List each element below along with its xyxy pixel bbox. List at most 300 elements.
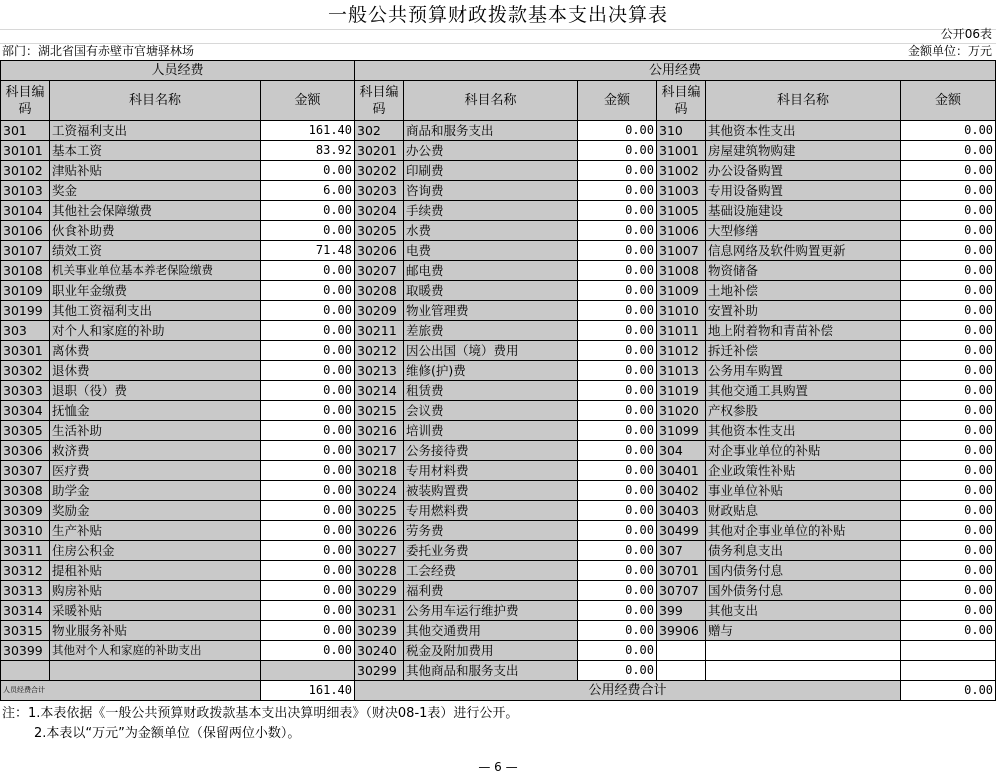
page-number: — 6 — (478, 760, 518, 774)
cell-code: 30303 (1, 381, 50, 401)
cell-code: 30499 (657, 521, 706, 541)
cell-amount: 0.00 (578, 561, 657, 581)
cell-name: 国外债务付息 (706, 581, 901, 601)
cell-name: 离休费 (50, 341, 261, 361)
cell-amount: 0.00 (261, 161, 355, 181)
table-row (1, 481, 996, 501)
table-row (1, 121, 996, 141)
col-header-name: 科目名称 (50, 81, 261, 121)
cell-code: 30101 (1, 141, 50, 161)
cell-code: 30108 (1, 261, 50, 281)
cell-name: 会议费 (404, 401, 578, 421)
cell-name: 伙食补助费 (50, 221, 261, 241)
section-public-header: 公用经费 (355, 61, 996, 81)
cell-code: 30202 (355, 161, 404, 181)
cell-name: 购房补贴 (50, 581, 261, 601)
cell-code: 30228 (355, 561, 404, 581)
cell-amount: 0.00 (578, 141, 657, 161)
cell-name (50, 661, 261, 681)
cell-amount: 0.00 (261, 421, 355, 441)
cell-code (1, 661, 50, 681)
cell-code: 30207 (355, 261, 404, 281)
cell-name: 公务用车购置 (706, 361, 901, 381)
cell-code: 30308 (1, 481, 50, 501)
cell-amount: 0.00 (261, 361, 355, 381)
cell-code (657, 661, 706, 681)
cell-name: 退休费 (50, 361, 261, 381)
form-number: 公开06表 (940, 27, 992, 41)
cell-name: 赠与 (706, 621, 901, 641)
table-row (1, 561, 996, 581)
cell-amount: 83.92 (261, 141, 355, 161)
notes (2, 704, 518, 744)
cell-name: 拆迁补偿 (706, 341, 901, 361)
cell-name: 基本工资 (50, 141, 261, 161)
cell-amount: 0.00 (261, 341, 355, 361)
expenditure-table (0, 60, 996, 701)
cell-code: 301 (1, 121, 50, 141)
cell-amount: 0.00 (578, 441, 657, 461)
cell-name: 邮电费 (404, 261, 578, 281)
cell-name (706, 661, 901, 681)
cell-name: 其他交通费用 (404, 621, 578, 641)
cell-code: 30309 (1, 501, 50, 521)
cell-amount: 0.00 (261, 441, 355, 461)
total-public-label: 公用经费合计 (355, 681, 901, 701)
cell-name: 物业管理费 (404, 301, 578, 321)
cell-code: 30301 (1, 341, 50, 361)
cell-name: 电费 (404, 241, 578, 261)
cell-code: 30402 (657, 481, 706, 501)
cell-code: 30315 (1, 621, 50, 641)
cell-code: 30203 (355, 181, 404, 201)
cell-code: 30216 (355, 421, 404, 441)
cell-amount: 0.00 (578, 341, 657, 361)
cell-amount: 0.00 (901, 461, 996, 481)
cell-name: 绩效工资 (50, 241, 261, 261)
cell-amount: 0.00 (578, 201, 657, 221)
cell-code: 30224 (355, 481, 404, 501)
cell-amount: 0.00 (578, 541, 657, 561)
cell-name: 土地补偿 (706, 281, 901, 301)
cell-amount: 0.00 (578, 261, 657, 281)
cell-amount: 0.00 (578, 361, 657, 381)
cell-code: 31005 (657, 201, 706, 221)
cell-code: 31002 (657, 161, 706, 181)
cell-name: 办公设备购置 (706, 161, 901, 181)
cell-code: 30299 (355, 661, 404, 681)
cell-name: 公务用车运行维护费 (404, 601, 578, 621)
cell-name: 其他商品和服务支出 (404, 661, 578, 681)
cell-name: 生活补助 (50, 421, 261, 441)
col-header-name: 科目名称 (404, 81, 578, 121)
cell-name: 医疗费 (50, 461, 261, 481)
cell-amount: 0.00 (901, 321, 996, 341)
cell-name: 专用材料费 (404, 461, 578, 481)
cell-code: 30103 (1, 181, 50, 201)
table-row (1, 241, 996, 261)
cell-name: 信息网络及软件购置更新 (706, 241, 901, 261)
table-row (1, 381, 996, 401)
cell-code: 30104 (1, 201, 50, 221)
cell-code: 30304 (1, 401, 50, 421)
cell-name: 基础设施建设 (706, 201, 901, 221)
table-row (1, 621, 996, 641)
cell-code: 302 (355, 121, 404, 141)
cell-code: 31012 (657, 341, 706, 361)
cell-amount: 0.00 (901, 621, 996, 641)
table-row (1, 181, 996, 201)
cell-amount: 0.00 (901, 221, 996, 241)
cell-amount: 0.00 (578, 161, 657, 181)
cell-amount: 0.00 (901, 201, 996, 221)
cell-name: 职业年金缴费 (50, 281, 261, 301)
cell-code: 30205 (355, 221, 404, 241)
cell-name: 工会经费 (404, 561, 578, 581)
cell-code: 30208 (355, 281, 404, 301)
cell-name: 退职（役）费 (50, 381, 261, 401)
cell-name: 房屋建筑物购建 (706, 141, 901, 161)
cell-code: 31008 (657, 261, 706, 281)
cell-code: 30227 (355, 541, 404, 561)
table-row (1, 661, 996, 681)
cell-name: 国内债务付息 (706, 561, 901, 581)
cell-name: 专用燃料费 (404, 501, 578, 521)
cell-name: 因公出国（境）费用 (404, 341, 578, 361)
cell-code: 30240 (355, 641, 404, 661)
cell-name: 其他资本性支出 (706, 421, 901, 441)
section-personnel-header: 人员经费 (1, 61, 355, 81)
cell-amount: 0.00 (901, 121, 996, 141)
total-public-amount: 0.00 (901, 681, 996, 701)
table-row (1, 501, 996, 521)
cell-code: 30107 (1, 241, 50, 261)
cell-code: 30311 (1, 541, 50, 561)
cell-amount: 0.00 (578, 281, 657, 301)
cell-amount: 0.00 (261, 201, 355, 221)
cell-name: 其他对个人和家庭的补助支出 (50, 641, 261, 661)
cell-amount: 0.00 (578, 621, 657, 641)
cell-name: 事业单位补贴 (706, 481, 901, 501)
cell-name: 委托业务费 (404, 541, 578, 561)
cell-name: 对个人和家庭的补助 (50, 321, 261, 341)
cell-name: 债务利息支出 (706, 541, 901, 561)
cell-amount: 0.00 (901, 421, 996, 441)
cell-name: 其他对企事业单位的补贴 (706, 521, 901, 541)
cell-code: 310 (657, 121, 706, 141)
amount-unit-label: 金额单位：万元 (907, 44, 992, 58)
cell-amount: 0.00 (261, 401, 355, 421)
cell-name: 物资储备 (706, 261, 901, 281)
table-row (1, 261, 996, 281)
cell-name: 物业服务补贴 (50, 621, 261, 641)
cell-code: 303 (1, 321, 50, 341)
cell-name: 租赁费 (404, 381, 578, 401)
cell-amount (901, 641, 996, 661)
cell-amount: 0.00 (578, 321, 657, 341)
cell-name: 印刷费 (404, 161, 578, 181)
cell-amount: 0.00 (578, 121, 657, 141)
cell-code: 30225 (355, 501, 404, 521)
cell-code: 30211 (355, 321, 404, 341)
cell-code: 30701 (657, 561, 706, 581)
cell-amount: 0.00 (901, 401, 996, 421)
cell-name: 商品和服务支出 (404, 121, 578, 141)
table-row (1, 301, 996, 321)
cell-name: 其他支出 (706, 601, 901, 621)
cell-amount (261, 661, 355, 681)
totals-row (1, 681, 996, 701)
cell-name: 津贴补贴 (50, 161, 261, 181)
cell-amount: 0.00 (578, 581, 657, 601)
cell-name: 差旅费 (404, 321, 578, 341)
cell-name: 培训费 (404, 421, 578, 441)
table-row (1, 421, 996, 441)
cell-code: 31006 (657, 221, 706, 241)
cell-code: 31003 (657, 181, 706, 201)
cell-code: 30214 (355, 381, 404, 401)
cell-name: 取暖费 (404, 281, 578, 301)
cell-code: 30239 (355, 621, 404, 641)
col-header-code: 科目编码 (1, 81, 50, 121)
cell-code: 30209 (355, 301, 404, 321)
cell-amount: 0.00 (261, 601, 355, 621)
cell-amount: 0.00 (901, 441, 996, 461)
cell-amount: 0.00 (578, 481, 657, 501)
cell-code: 31001 (657, 141, 706, 161)
cell-amount: 0.00 (261, 641, 355, 661)
cell-code: 30313 (1, 581, 50, 601)
cell-name: 企业政策性补贴 (706, 461, 901, 481)
cell-name: 安置补助 (706, 301, 901, 321)
cell-code: 30217 (355, 441, 404, 461)
cell-amount: 0.00 (261, 381, 355, 401)
cell-code: 30310 (1, 521, 50, 541)
cell-amount: 0.00 (901, 161, 996, 181)
cell-amount: 0.00 (261, 541, 355, 561)
cell-amount: 0.00 (901, 361, 996, 381)
cell-name (706, 641, 901, 661)
table-row (1, 541, 996, 561)
cell-code: 30314 (1, 601, 50, 621)
cell-amount: 0.00 (901, 541, 996, 561)
col-header-code: 科目编码 (657, 81, 706, 121)
cell-code: 30312 (1, 561, 50, 581)
cell-amount: 0.00 (261, 481, 355, 501)
cell-code: 30231 (355, 601, 404, 621)
cell-amount: 0.00 (578, 221, 657, 241)
cell-amount: 0.00 (261, 461, 355, 481)
cell-name: 财政贴息 (706, 501, 901, 521)
cell-code: 31007 (657, 241, 706, 261)
cell-name: 生产补贴 (50, 521, 261, 541)
col-header-name: 科目名称 (706, 81, 901, 121)
cell-code: 30707 (657, 581, 706, 601)
cell-name: 办公费 (404, 141, 578, 161)
cell-amount: 0.00 (901, 341, 996, 361)
cell-code: 30206 (355, 241, 404, 261)
cell-name: 救济费 (50, 441, 261, 461)
cell-amount: 161.40 (261, 121, 355, 141)
cell-amount: 0.00 (578, 661, 657, 681)
cell-name: 咨询费 (404, 181, 578, 201)
cell-name: 工资福利支出 (50, 121, 261, 141)
cell-amount: 0.00 (261, 221, 355, 241)
cell-name: 水费 (404, 221, 578, 241)
cell-name: 手续费 (404, 201, 578, 221)
cell-name: 产权参股 (706, 401, 901, 421)
cell-amount: 0.00 (261, 281, 355, 301)
cell-code: 307 (657, 541, 706, 561)
cell-code: 30226 (355, 521, 404, 541)
total-personnel-label: 人员经费合计 (1, 681, 261, 701)
cell-amount: 0.00 (578, 461, 657, 481)
cell-name: 抚恤金 (50, 401, 261, 421)
table-row (1, 361, 996, 381)
cell-code: 30401 (657, 461, 706, 481)
cell-code: 304 (657, 441, 706, 461)
table-row (1, 601, 996, 621)
col-header-amount: 金额 (261, 81, 355, 121)
divider (0, 29, 996, 30)
cell-code: 30399 (1, 641, 50, 661)
cell-code: 30215 (355, 401, 404, 421)
table-row (1, 281, 996, 301)
table-row (1, 161, 996, 181)
cell-amount: 0.00 (261, 621, 355, 641)
cell-code: 30212 (355, 341, 404, 361)
table-row (1, 201, 996, 221)
page-title: 一般公共预算财政拨款基本支出决算表 (327, 4, 668, 26)
cell-amount: 0.00 (901, 601, 996, 621)
cell-amount: 0.00 (261, 561, 355, 581)
table-row (1, 521, 996, 541)
cell-name: 采暖补贴 (50, 601, 261, 621)
cell-amount: 0.00 (901, 481, 996, 501)
cell-code: 30306 (1, 441, 50, 461)
table-row (1, 141, 996, 161)
cell-amount: 0.00 (578, 521, 657, 541)
cell-code: 30102 (1, 161, 50, 181)
cell-name: 维修(护)费 (404, 361, 578, 381)
cell-name: 住房公积金 (50, 541, 261, 561)
cell-code: 30307 (1, 461, 50, 481)
cell-name: 助学金 (50, 481, 261, 501)
cell-amount: 0.00 (261, 581, 355, 601)
table-row (1, 321, 996, 341)
cell-code: 30213 (355, 361, 404, 381)
cell-name: 地上附着物和青苗补偿 (706, 321, 901, 341)
note-2: 2.本表以“万元”为金额单位（保留两位小数）。 (34, 726, 301, 741)
cell-name: 劳务费 (404, 521, 578, 541)
cell-name: 其他交通工具购置 (706, 381, 901, 401)
cell-amount: 0.00 (261, 321, 355, 341)
cell-amount (901, 661, 996, 681)
cell-code: 31010 (657, 301, 706, 321)
cell-amount: 0.00 (578, 421, 657, 441)
col-header-amount: 金额 (901, 81, 996, 121)
cell-name: 奖金 (50, 181, 261, 201)
cell-amount: 0.00 (578, 601, 657, 621)
cell-amount: 0.00 (901, 501, 996, 521)
cell-name: 专用设备购置 (706, 181, 901, 201)
cell-name: 福利费 (404, 581, 578, 601)
table-row (1, 221, 996, 241)
cell-code: 30204 (355, 201, 404, 221)
cell-amount: 0.00 (261, 521, 355, 541)
cell-code: 31009 (657, 281, 706, 301)
cell-code: 30302 (1, 361, 50, 381)
cell-name: 其他社会保障缴费 (50, 201, 261, 221)
cell-name: 对企事业单位的补贴 (706, 441, 901, 461)
cell-code (657, 641, 706, 661)
col-header-amount: 金额 (578, 81, 657, 121)
cell-code: 31011 (657, 321, 706, 341)
cell-code: 30305 (1, 421, 50, 441)
cell-code: 31019 (657, 381, 706, 401)
cell-amount: 0.00 (901, 521, 996, 541)
cell-code: 30109 (1, 281, 50, 301)
cell-amount: 0.00 (261, 301, 355, 321)
cell-amount: 0.00 (901, 561, 996, 581)
cell-code: 30199 (1, 301, 50, 321)
cell-code: 31013 (657, 361, 706, 381)
table-row (1, 441, 996, 461)
cell-code: 30403 (657, 501, 706, 521)
cell-name: 公务接待费 (404, 441, 578, 461)
cell-name: 机关事业单位基本养老保险缴费 (50, 261, 261, 281)
cell-amount: 71.48 (261, 241, 355, 261)
cell-amount: 0.00 (261, 501, 355, 521)
cell-amount: 0.00 (901, 381, 996, 401)
cell-amount: 0.00 (578, 401, 657, 421)
department-label: 部门：湖北省国有赤壁市官塘驿林场 (2, 44, 195, 58)
cell-amount: 0.00 (901, 181, 996, 201)
cell-code: 30218 (355, 461, 404, 481)
cell-code: 30201 (355, 141, 404, 161)
cell-name: 大型修缮 (706, 221, 901, 241)
cell-code: 31099 (657, 421, 706, 441)
total-personnel-amount: 161.40 (261, 681, 355, 701)
cell-amount: 0.00 (261, 261, 355, 281)
cell-amount: 0.00 (578, 501, 657, 521)
cell-amount: 0.00 (901, 281, 996, 301)
cell-amount: 0.00 (578, 181, 657, 201)
table-row (1, 461, 996, 481)
cell-code: 30229 (355, 581, 404, 601)
cell-name: 奖励金 (50, 501, 261, 521)
cell-amount: 0.00 (901, 301, 996, 321)
cell-amount: 0.00 (578, 381, 657, 401)
cell-amount: 0.00 (901, 261, 996, 281)
note-1: 注：1.本表依据《一般公共预算财政拨款基本支出决算明细表》（财决08-1表）进行公开。 (2, 706, 519, 721)
cell-amount: 0.00 (901, 241, 996, 261)
cell-amount: 6.00 (261, 181, 355, 201)
cell-code: 399 (657, 601, 706, 621)
cell-name: 税金及附加费用 (404, 641, 578, 661)
cell-amount: 0.00 (578, 301, 657, 321)
cell-name: 被装购置费 (404, 481, 578, 501)
table-row (1, 401, 996, 421)
cell-amount: 0.00 (578, 641, 657, 661)
cell-amount: 0.00 (901, 141, 996, 161)
cell-name: 提租补贴 (50, 561, 261, 581)
cell-code: 31020 (657, 401, 706, 421)
cell-name: 其他资本性支出 (706, 121, 901, 141)
cell-amount: 0.00 (901, 581, 996, 601)
cell-name: 其他工资福利支出 (50, 301, 261, 321)
table-row (1, 581, 996, 601)
